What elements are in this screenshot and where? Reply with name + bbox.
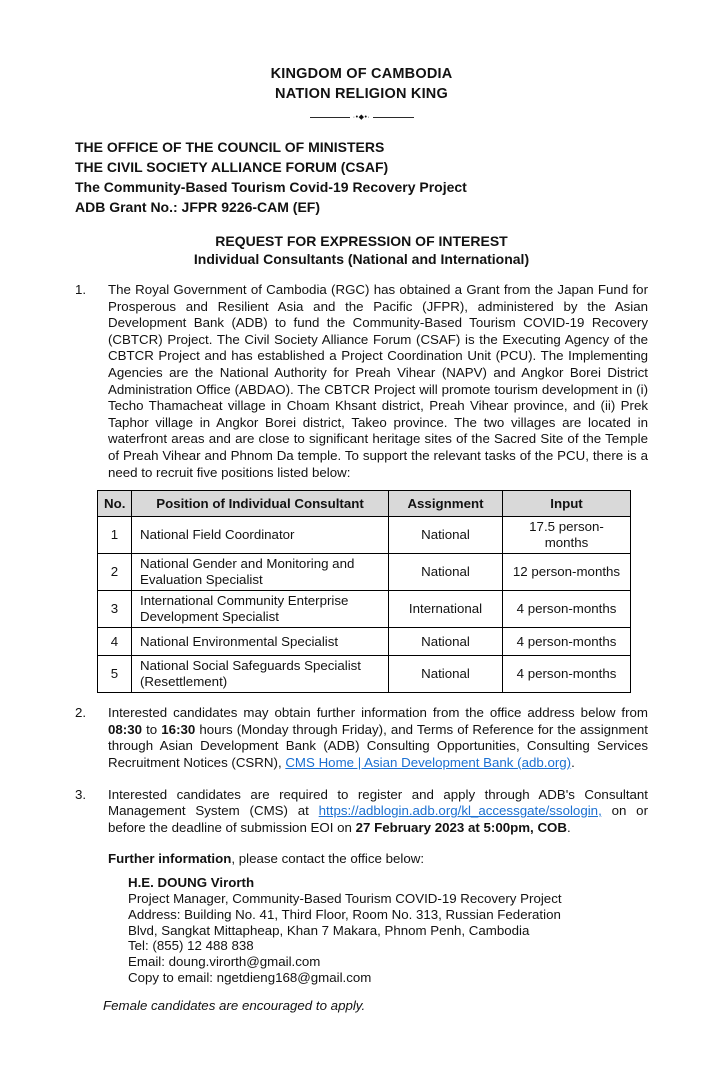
title-request-eoi: REQUEST FOR EXPRESSION OF INTEREST	[215, 233, 508, 249]
contact-address-line2: Blvd, Sangkat Mittapheap, Khan 7 Makara, Phnom Penh, Cambodia	[128, 922, 530, 938]
paragraph-3	[75, 787, 648, 837]
paragraph-2-seg4: .	[571, 754, 575, 770]
table-row	[98, 517, 631, 554]
divider-line-right	[373, 117, 413, 118]
paragraph-3-seg1: Interested candidates are required to register and apply through ADB's Consultant Management System (CMS) at	[108, 786, 648, 819]
paragraph-3-number: 3.	[75, 786, 87, 802]
national-motto: NATION RELIGION KING	[275, 86, 448, 102]
divider-line-left	[310, 117, 350, 118]
cell-position: National Environmental Specialist	[132, 628, 389, 656]
paragraph-2-seg3: hours (Monday through Friday), and Terms of Reference for the assignment through Asian Development Bank (ADB) Consulting Opportunities, Consulting Services Recruitment Notices (CSRN),	[108, 721, 648, 770]
further-information-line	[75, 850, 648, 867]
submission-deadline: 27 February 2023 at 5:00pm, COB	[355, 819, 567, 835]
cell-input: 17.5 person-months	[503, 517, 631, 554]
paragraph-3-text	[108, 787, 648, 837]
cell-assignment: National	[389, 554, 503, 591]
paragraph-2-seg1: Interested candidates may obtain further information from the office address below from	[108, 705, 648, 721]
office-line-grant-no: ADB Grant No.: JFPR 9226-CAM (EF)	[75, 199, 321, 215]
office-line-ministers: THE OFFICE OF THE COUNCIL OF MINISTERS	[75, 139, 385, 155]
cell-position: National Social Safeguards Specialist (Resettlement)	[132, 656, 389, 693]
table-row	[98, 591, 631, 628]
contact-address-line1: Address: Building No. 41, Third Floor, Room No. 313, Russian Federation	[128, 906, 561, 922]
col-header-assignment: Assignment	[389, 491, 503, 517]
cell-position: National Field Coordinator	[132, 517, 389, 554]
office-line-project: The Community-Based Tourism Covid-19 Recovery Project	[75, 179, 467, 195]
paragraph-2-number: 2.	[75, 705, 87, 721]
cell-no: 5	[98, 656, 132, 693]
cell-input: 4 person-months	[503, 628, 631, 656]
cell-assignment: National	[389, 628, 503, 656]
ornament-divider	[310, 113, 414, 121]
cell-position: International Community Enterprise Development Specialist	[132, 591, 389, 628]
contact-name	[128, 875, 648, 891]
positions-table	[97, 490, 631, 693]
cell-no: 3	[98, 591, 132, 628]
paragraph-2-seg2: to	[142, 721, 162, 737]
paragraph-1	[75, 282, 648, 481]
cell-no: 1	[98, 517, 132, 554]
further-information-label: Further information	[108, 851, 232, 867]
col-header-no: No.	[98, 491, 132, 517]
cell-no: 4	[98, 628, 132, 656]
title-consultants: Individual Consultants (National and International)	[193, 250, 530, 267]
cms-home-link[interactable]: CMS Home | Asian Development Bank (adb.org)	[285, 754, 572, 770]
female-candidates-note: Female candidates are encouraged to apply.	[103, 997, 366, 1013]
further-information-rest: , please contact the office below:	[231, 851, 425, 867]
office-hours-start: 08:30	[108, 721, 143, 737]
document-title	[75, 233, 648, 268]
col-header-position: Position of Individual Consultant	[132, 491, 389, 517]
cell-assignment: International	[389, 591, 503, 628]
contact-copy-email: Copy to email: ngetdieng168@gmail.com	[128, 970, 372, 986]
kingdom-title: KINGDOM OF CAMBODIA	[270, 66, 453, 82]
paragraph-3-seg2: on or before the deadline of submission EOI on	[108, 803, 648, 835]
table-row	[98, 554, 631, 591]
contact-block	[75, 875, 648, 986]
paragraph-2	[75, 705, 648, 771]
contact-telephone: Tel: (855) 12 488 838	[128, 938, 254, 954]
cell-input: 12 person-months	[503, 554, 631, 591]
document-page	[0, 64, 723, 1014]
table-row	[98, 628, 631, 656]
paragraph-1-number: 1.	[75, 282, 87, 297]
office-hours-end: 16:30	[161, 721, 196, 737]
cell-input: 4 person-months	[503, 591, 631, 628]
cell-assignment: National	[389, 656, 503, 693]
paragraph-1-text: The Royal Government of Cambodia (RGC) has obtained a Grant from the Japan Fund for Prosperous and Resilient Asia and the Pacific (JFPR), administered by the Asian Development Bank (ADB) to fund the Community-Based Tourism COVID-19 Recovery (CBTCR) Project. The Civil Society Alliance Forum (CSAF) is the Executing Agency of the CBTCR Project and has established a Project Coordination Unit (PCU). The Implementing Agencies are the National Authority for Preah Vihear (NAPV) and Angkor Borei District Administration Office (ABDAO). The CBTCR Project will promote tourism development in (i) Techo Thamacheat village in Choam Khsant district, Preah Vihear province, and (ii) Prek Taphor village in Angkor Borei district, Takeo province. The two villages are located in waterfront areas and are close to significant heritage sites of the Sacred Site of the Temple of Preah Vihear and Phnom Da temple. To support the relevant tasks of the PCU, there is a need to recruit five positions listed below:	[108, 282, 648, 480]
contact-name-text: H.E. DOUNG Virorth	[128, 875, 255, 891]
col-header-input: Input	[503, 491, 631, 517]
paragraph-2-text	[108, 705, 648, 771]
contact-email: Email: doung.virorth@gmail.com	[128, 954, 321, 970]
cms-login-link[interactable]: https://adblogin.adb.org/kl_accessgate/ssologin,	[318, 803, 602, 819]
office-block	[75, 137, 648, 217]
cell-no: 2	[98, 554, 132, 591]
table-header-row	[98, 491, 631, 517]
royal-header	[75, 64, 648, 104]
cell-input: 4 person-months	[503, 656, 631, 693]
cell-position: National Gender and Monitoring and Evaluation Specialist	[132, 554, 389, 591]
table-row	[98, 656, 631, 693]
divider-ornament-glyph: ·•◆•·	[352, 113, 371, 121]
office-line-csaf: THE CIVIL SOCIETY ALLIANCE FORUM (CSAF)	[75, 159, 389, 175]
cell-assignment: National	[389, 517, 503, 554]
contact-role: Project Manager, Community-Based Tourism COVID-19 Recovery Project	[128, 891, 562, 907]
paragraph-3-seg3: .	[567, 819, 571, 835]
